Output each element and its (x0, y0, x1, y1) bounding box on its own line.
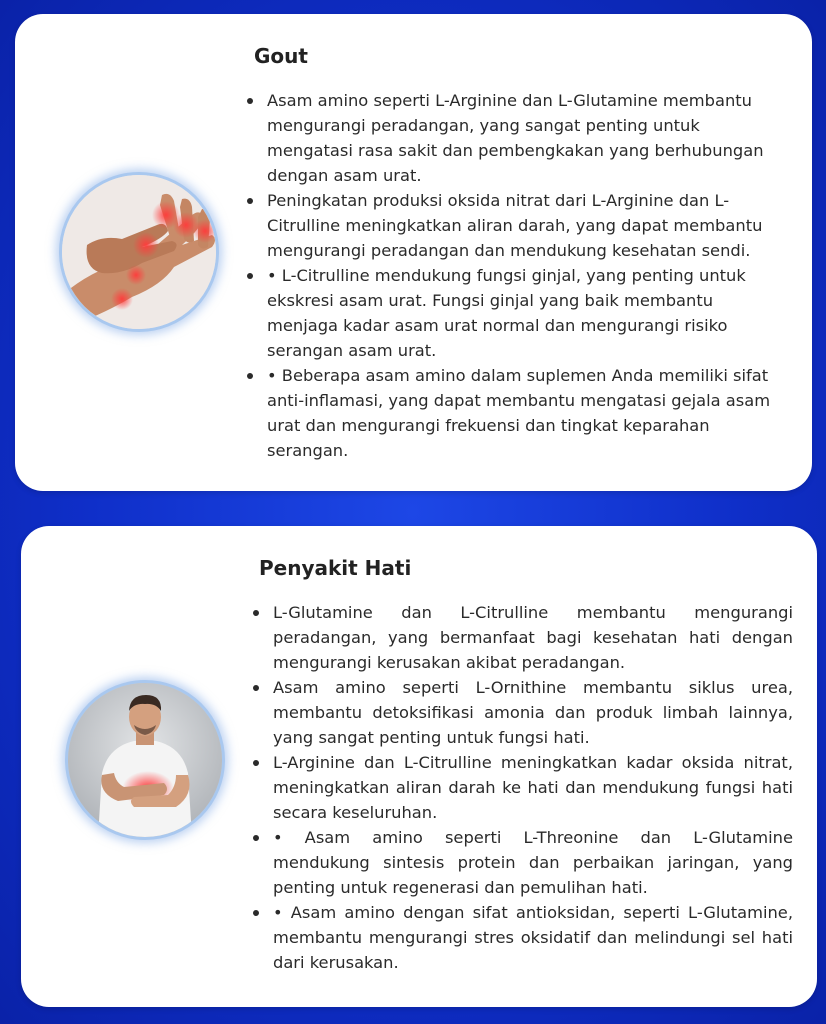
liver-bullet-list (273, 600, 793, 975)
list-item: Asam amino seperti L-Ornithine membantu siklus urea, membantu detoksifikasi amonia dan produk limbah lainnya, yang sangat penting untuk fungsi hati. (273, 675, 793, 750)
hand-joint-pain-image (59, 172, 219, 332)
list-item: • Beberapa asam amino dalam suplemen Anda memiliki sifat anti-inflamasi, yang dapat membantu mengatasi gejala asam urat dan mengurangi frekuensi dan tingkat keparahan serangan. (267, 363, 787, 463)
gout-bullet-list (267, 88, 787, 463)
gout-card (15, 14, 812, 491)
man-abdominal-pain-icon (68, 683, 222, 837)
list-item: L-Arginine dan L-Citrulline meningkatkan kadar oksida nitrat, meningkatkan aliran darah ke hati dan mendukung fungsi hati secara keseluruhan. (273, 750, 793, 825)
list-item: Peningkatan produksi oksida nitrat dari L-Arginine dan L-Citrulline meningkatkan aliran darah, yang dapat membantu mengurangi peradangan dan mendukung kesehatan sendi. (267, 188, 787, 263)
list-item: • L-Citrulline mendukung fungsi ginjal, yang penting untuk ekskresi asam urat. Fungsi ginjal yang baik membantu menjaga kadar asam urat normal dan mengurangi risiko serangan asam urat. (267, 263, 787, 363)
section-title-gout: Gout (254, 44, 308, 68)
list-item: L-Glutamine dan L-Citrulline membantu mengurangi peradangan, yang bermanfaat bagi kesehatan hati dengan mengurangi kerusakan akibat peradangan. (273, 600, 793, 675)
hand-joint-pain-icon (62, 175, 216, 329)
list-item: • Asam amino dengan sifat antioksidan, seperti L-Glutamine, membantu mengurangi stres oksidatif dan melindungi sel hati dari kerusakan. (273, 900, 793, 975)
man-abdominal-pain-image (65, 680, 225, 840)
list-item: • Asam amino seperti L-Threonine dan L-Glutamine mendukung sintesis protein dan perbaikan jaringan, yang penting untuk regenerasi dan pemulihan hati. (273, 825, 793, 900)
section-title-liver-disease: Penyakit Hati (259, 556, 412, 580)
list-item: Asam amino seperti L-Arginine dan L-Glutamine membantu mengurangi peradangan, yang sangat penting untuk mengatasi rasa sakit dan pembengkakan yang berhubungan dengan asam urat. (267, 88, 787, 188)
liver-disease-card (21, 526, 817, 1007)
